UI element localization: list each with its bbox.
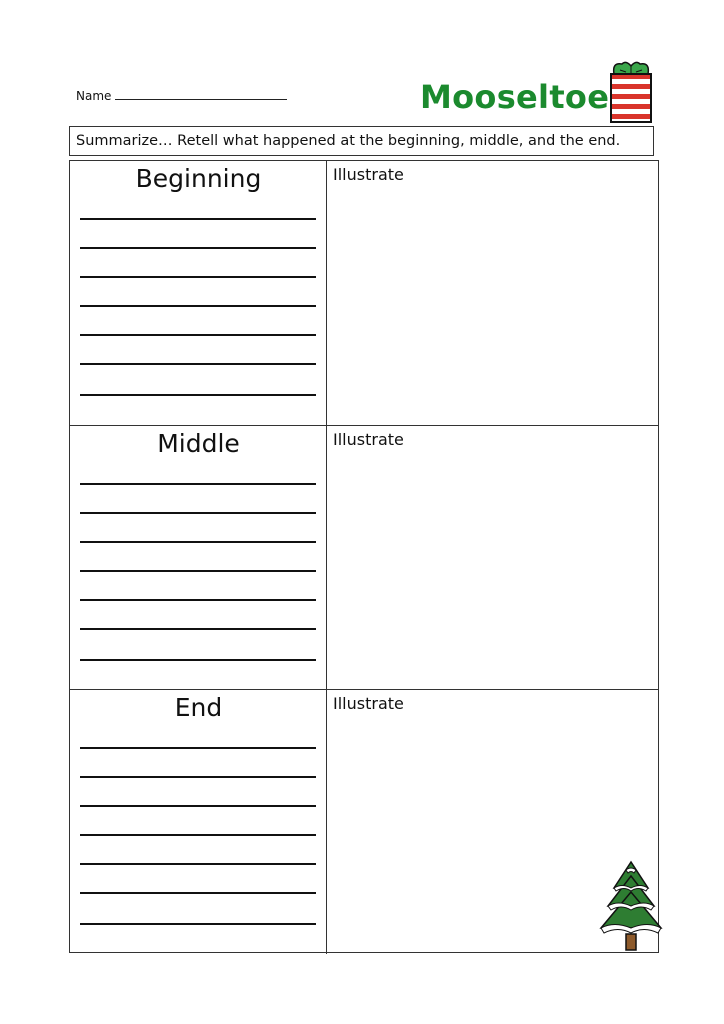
writing-line[interactable]	[80, 599, 316, 601]
writing-line[interactable]	[80, 512, 316, 514]
writing-line[interactable]	[80, 776, 316, 778]
section-heading-middle: Middle	[157, 429, 240, 458]
section-row-beginning	[70, 161, 658, 425]
writing-line[interactable]	[80, 628, 316, 630]
writing-line[interactable]	[80, 305, 316, 307]
instruction-box: Summarize… Retell what happened at the beginning, middle, and the end.	[69, 126, 654, 156]
section-row-end	[70, 689, 658, 954]
writing-cell-middle[interactable]	[70, 426, 327, 690]
writing-line[interactable]	[80, 334, 316, 336]
writing-line[interactable]	[80, 923, 316, 925]
writing-line[interactable]	[80, 276, 316, 278]
writing-cell-end[interactable]	[70, 690, 327, 954]
writing-line[interactable]	[80, 747, 316, 749]
gift-icon	[606, 58, 656, 124]
writing-line[interactable]	[80, 394, 316, 396]
name-field[interactable]	[76, 89, 287, 103]
name-line[interactable]	[115, 89, 287, 100]
illustrate-label-middle: Illustrate	[333, 430, 404, 449]
gift-bow	[614, 62, 649, 74]
worksheet-title: Mooseltoe	[420, 78, 610, 116]
section-row-middle	[70, 425, 658, 690]
writing-line[interactable]	[80, 247, 316, 249]
writing-line[interactable]	[80, 541, 316, 543]
writing-line[interactable]	[80, 805, 316, 807]
writing-line[interactable]	[80, 483, 316, 485]
illustrate-label-beginning: Illustrate	[333, 165, 404, 184]
section-heading-end: End	[174, 693, 223, 722]
writing-line[interactable]	[80, 892, 316, 894]
writing-line[interactable]	[80, 863, 316, 865]
name-label: Name	[76, 89, 112, 103]
section-heading-beginning: Beginning	[135, 164, 262, 193]
writing-line[interactable]	[80, 659, 316, 661]
illustrate-label-end: Illustrate	[333, 694, 404, 713]
writing-line[interactable]	[80, 363, 316, 365]
writing-cell-beginning[interactable]	[70, 161, 327, 425]
writing-line[interactable]	[80, 570, 316, 572]
christmas-tree-icon	[596, 858, 666, 952]
summary-grid	[69, 160, 659, 953]
writing-line[interactable]	[80, 834, 316, 836]
writing-line[interactable]	[80, 218, 316, 220]
